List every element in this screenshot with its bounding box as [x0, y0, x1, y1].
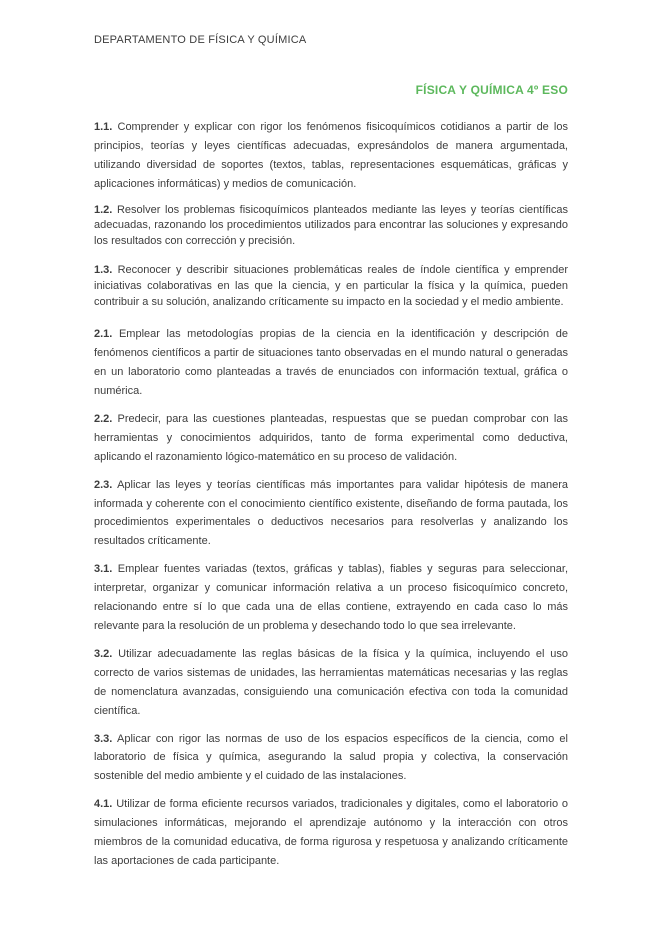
paragraph-number: 3.1.: [94, 563, 113, 576]
paragraph-4-1: [94, 795, 568, 871]
paragraph-3-3: [94, 730, 568, 787]
page-title: FÍSICA Y QUÍMICA 4º ESO: [415, 83, 568, 97]
paragraph-text: Utilizar adecuadamente las reglas básicas de la física y la química, incluyendo el uso correcto de varios sistemas de unidades, las herramientas matemáticas necesarias y las reglas de nomenclatura avanzadas, consiguiendo una comunicación efectiva con toda la comunidad científica.: [94, 647, 568, 717]
paragraph-3-2: [94, 645, 568, 721]
paragraph-1-3: [94, 263, 568, 310]
paragraph-number: 1.3.: [94, 264, 113, 277]
paragraph-text: Reconocer y describir situaciones problemáticas reales de índole científica y emprender iniciativas colaborativas en las que la ciencia, y en particular la física y la química, pueden contribuir a su solución, analizando críticamente su impacto en la sociedad y el medio ambiente.: [94, 264, 569, 308]
paragraph-3-1: [94, 560, 568, 636]
paragraph-number: 4.1.: [94, 798, 113, 811]
paragraph-number: 2.3.: [94, 478, 113, 491]
paragraph-text: Comprender y explicar con rigor los fenómenos fisicoquímicos cotidianos a partir de los principios, teorías y leyes científicas adecuadas, expresándolos de manera argumentada, utilizando diversidad de soportes (textos, tablas, representaciones esquemáticas, gráficas y aplicaciones informáticas) y medios de comunicación.: [94, 121, 568, 190]
paragraph-text: Predecir, para las cuestiones planteadas, respuestas que se puedan comprobar con las herramientas y conocimientos adquiridos, tanto de forma experimental como deductiva, aplicando el razonamiento lógico-matemático en su proceso de validación.: [94, 412, 568, 463]
paragraph-number: 2.1.: [94, 328, 113, 341]
paragraph-number: 1.2.: [94, 203, 113, 216]
document-body: [94, 118, 568, 871]
paragraph-number: 2.2.: [94, 412, 113, 425]
paragraph-text: Aplicar con rigor las normas de uso de los espacios específicos de la ciencia, como el laboratorio de física y química, asegurando la salud propia y colectiva, la conservación sostenible del medio ambiente y el cuidado de las instalaciones.: [94, 732, 568, 783]
department-header: DEPARTAMENTO DE FÍSICA Y QUÍMICA: [94, 34, 307, 46]
paragraph-2-3: [94, 476, 568, 552]
paragraph-1-1: [94, 118, 568, 194]
paragraph-1-2: [94, 203, 568, 250]
paragraph-number: 3.2.: [94, 647, 113, 660]
paragraph-number: 1.1.: [94, 121, 113, 133]
paragraph-number: 3.3.: [94, 732, 113, 745]
paragraph-text: Emplear las metodologías propias de la ciencia en la identificación y descripción de fenómenos científicos a partir de situaciones tanto observadas en el mundo natural o generadas en un laboratorio como planteadas a través de enunciados con información textual, gráfica o numérica.: [94, 328, 568, 397]
paragraph-2-1: [94, 325, 568, 401]
paragraph-2-2: [94, 410, 568, 467]
paragraph-text: Emplear fuentes variadas (textos, gráficas y tablas), fiables y seguras para seleccionar, interpretar, organizar y comunicar información relativa a un proceso fisicoquímico concreto, relacionando entre sí lo que cada una de ellas contiene, extrayendo en cada caso lo más relevante para la resolución de un problema y desechando todo lo que sea irrelevante.: [94, 563, 569, 632]
paragraph-text: Resolver los problemas fisicoquímicos planteados mediante las leyes y teorías científicas adecuadas, razonando los procedimientos utilizados para encontrar las soluciones y expresando los resultados con corrección y precisión.: [94, 203, 568, 247]
paragraph-text: Utilizar de forma eficiente recursos variados, tradicionales y digitales, como el laboratorio o simulaciones informáticas, mejorando el aprendizaje autónomo y la interacción con otros miembros de la comunidad educativa, de forma rigurosa y respetuosa y analizando críticamente las aportaciones de cada participante.: [94, 798, 568, 867]
paragraph-text: Aplicar las leyes y teorías científicas más importantes para validar hipótesis de manera informada y coherente con el conocimiento científico existente, diseñando de forma pautada, los procedimientos experimentales o deductivos necesarios para resolverlas y analizando los resultados críticamente.: [94, 478, 568, 548]
